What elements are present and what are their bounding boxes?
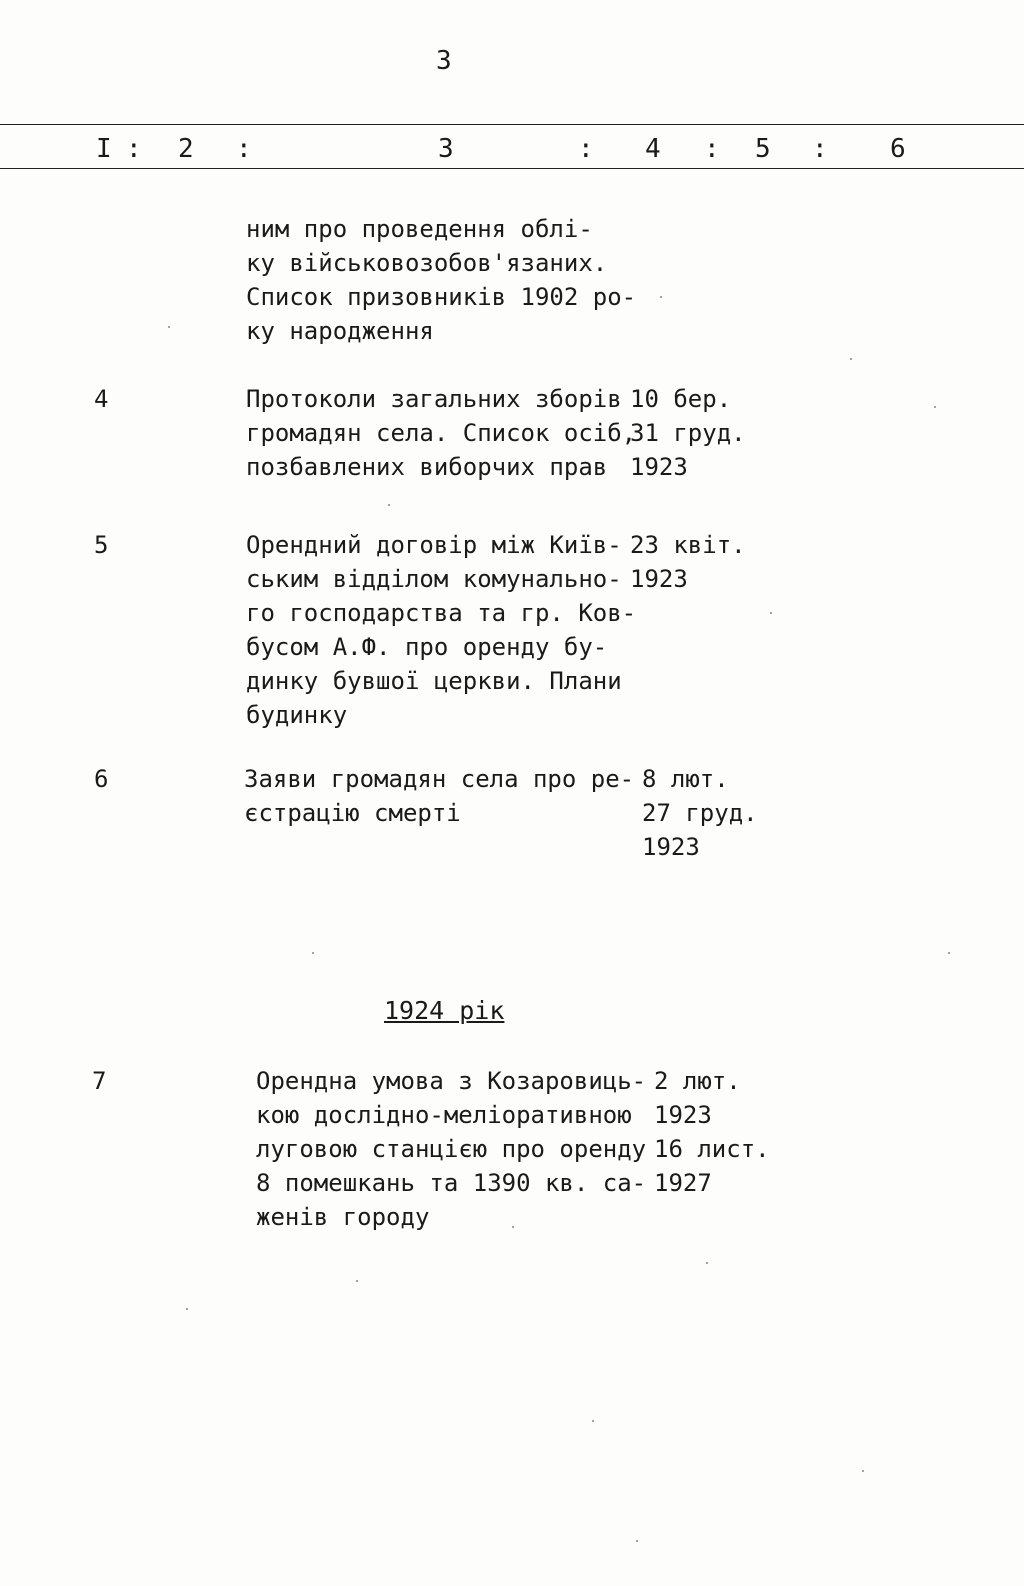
entry-text-line: 8 помешкань та 1390 кв. са- — [256, 1169, 647, 1197]
scan-speck — [312, 952, 314, 954]
scan-speck — [512, 1226, 514, 1228]
entry-text-line: ним про проведення облі- — [246, 215, 593, 243]
scan-speck — [660, 296, 662, 298]
entry-text-line: луговою станцією про оренду — [256, 1135, 647, 1163]
column-header-6: 6 — [890, 134, 906, 164]
scan-speck — [706, 1262, 708, 1264]
column-header-3: 3 — [438, 134, 454, 164]
column-separator: : — [578, 134, 594, 164]
entry-date: 23 квіт. — [630, 531, 746, 559]
column-header-5: 5 — [755, 134, 771, 164]
scan-speck — [850, 358, 852, 360]
entry-text-line: кою дослідно-меліоративною — [256, 1101, 632, 1129]
entry-text-line: ським відділом комунально- — [246, 565, 622, 593]
entry-date: 1923 — [630, 453, 688, 481]
entry-number: 7 — [92, 1067, 107, 1095]
scan-speck — [168, 326, 170, 328]
scan-speck — [592, 1420, 594, 1422]
entry-date: 31 груд. — [630, 419, 746, 447]
column-header-4: 4 — [645, 134, 661, 164]
scan-speck — [934, 406, 936, 408]
entry-text-line: будинку — [246, 701, 348, 729]
entry-date: 1923 — [642, 833, 700, 861]
scan-speck — [356, 1280, 358, 1282]
entry-date: 1927 — [654, 1169, 712, 1197]
scan-speck — [770, 612, 772, 614]
entry-text-line: го господарства та гр. Ков- — [246, 599, 637, 627]
column-separator: : — [812, 134, 828, 164]
entry-date: 1923 — [654, 1101, 712, 1129]
entry-date: 16 лист. — [654, 1135, 770, 1163]
scan-speck — [388, 504, 390, 506]
page-number: 3 — [436, 46, 452, 76]
entry-text-line: динку бувшої церкви. Плани — [246, 667, 622, 695]
entry-number: 5 — [94, 531, 109, 559]
entry-text-line: Протоколи загальних зборів — [246, 385, 622, 413]
scan-speck — [636, 1540, 638, 1542]
entry-text-line: ку військовозобов'язаних. — [246, 249, 608, 277]
column-separator: : — [704, 134, 720, 164]
entry-text-line: женів городу — [256, 1203, 430, 1231]
scan-speck — [948, 952, 950, 954]
header-bottom-rule — [0, 168, 1024, 169]
column-header-2: 2 — [178, 134, 194, 164]
entry-text-line: Заяви громадян села про ре- — [244, 765, 635, 793]
scan-speck — [862, 1470, 864, 1472]
entry-text-line: позбавлених виборчих прав — [246, 453, 608, 481]
entry-date: 1923 — [630, 565, 688, 593]
column-separator: : — [236, 134, 252, 164]
column-separator: : — [126, 134, 142, 164]
entry-text-line: ку народження — [246, 317, 434, 345]
entry-text-line: Список призовників 1902 ро- — [246, 283, 637, 311]
entry-date: 10 бер. — [630, 385, 732, 413]
entry-text-line: громадян села. Список осіб, — [246, 419, 637, 447]
entry-number: 4 — [94, 385, 109, 413]
entry-date: 8 лют. — [642, 765, 729, 793]
entry-text-line: бусом А.Ф. про оренду бу- — [246, 633, 608, 661]
scan-speck — [186, 1308, 188, 1310]
column-header-1: I — [96, 134, 112, 164]
entry-date: 2 лют. — [654, 1067, 741, 1095]
entry-text-line: Орендний договір між Київ- — [246, 531, 622, 559]
entry-text-line: єстрацію смерті — [244, 799, 461, 827]
header-top-rule — [0, 124, 1024, 125]
entry-number: 6 — [94, 765, 109, 793]
entry-date: 27 груд. — [642, 799, 758, 827]
year-heading: 1924 рік — [384, 996, 505, 1025]
entry-text-line: Орендна умова з Козаровиць- — [256, 1067, 647, 1095]
